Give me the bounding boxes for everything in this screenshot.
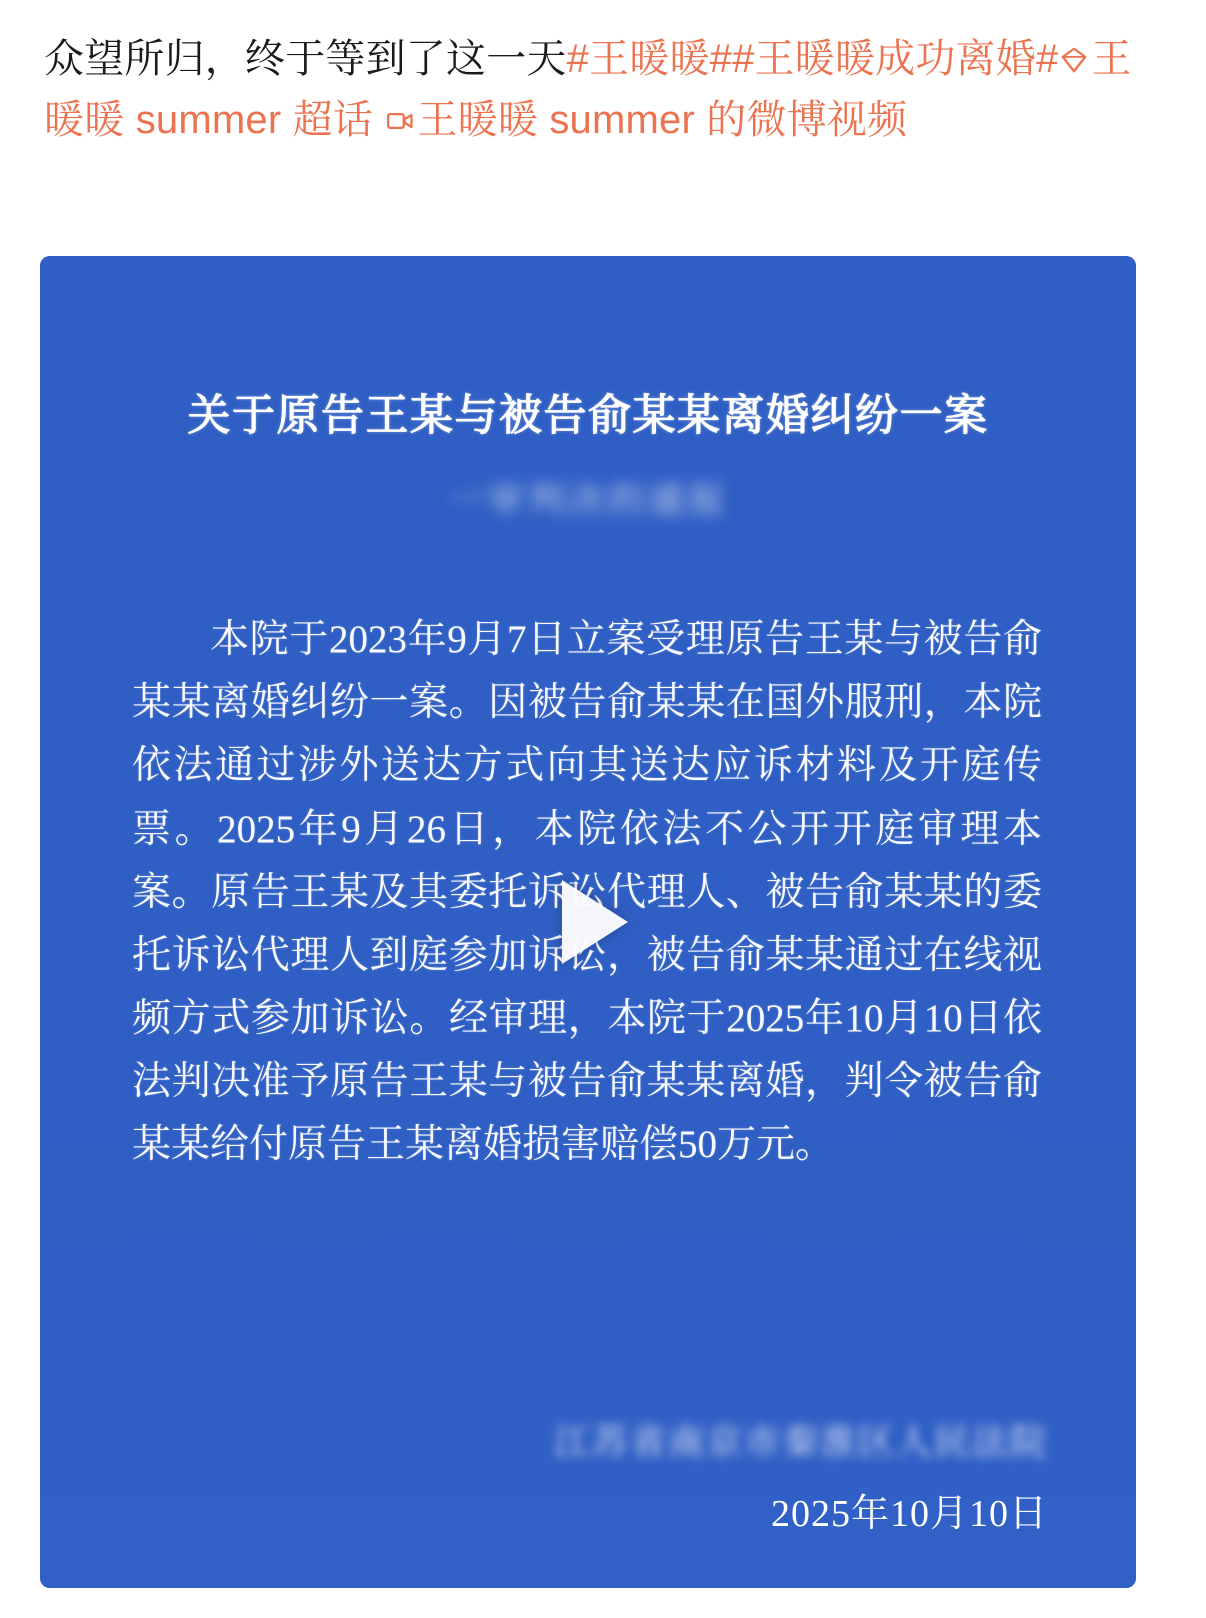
- notice-date: 2025年10月10日: [770, 1493, 1048, 1535]
- notice-body: 本院于2023年9月7日立案受理原告王某与被告俞某某离婚纠纷一案。因被告俞某某在国外服刑，本院依法通过涉外送达方式向其送达应诉材料及开庭传票。2025年9月26日，本院依法不公开开庭审理本案。原告王某及其委托诉讼代理人、被告俞某某的委托诉讼代理人到庭参加诉讼，被告俞某某通过在线视频方式参加诉讼。经审理，本院于2025年10月10日依法判决准予原告王某与被告俞某某离婚，判令被告俞某某给付原告王某离婚损害赔偿50万元。: [132, 618, 1042, 1167]
- notice-subtitle: 一审判决的通报: [447, 480, 728, 520]
- supertopic-label: 王暖暖 summer 超话: [44, 37, 1132, 143]
- play-icon: [562, 880, 628, 964]
- hashtag-wangnuannuan[interactable]: #王暖暖#: [566, 37, 733, 81]
- notice-court: 江苏省南京市秦淮区人民法院: [553, 1422, 1048, 1462]
- video-link-wangnuannuan-summer[interactable]: [384, 98, 907, 142]
- post-text: [0, 0, 1206, 153]
- video-camera-icon: [385, 94, 415, 152]
- post-text-plain: 众望所归，终于等到了这一天: [44, 37, 567, 81]
- notice-title: 关于原告王某与被告俞某某离婚纠纷一案: [187, 393, 989, 440]
- video-link-label: 王暖暖 summer 的微博视频: [417, 98, 908, 143]
- video-card[interactable]: [40, 256, 1136, 1588]
- hashtag-wangnuannuan-divorce[interactable]: #王暖暖成功离婚#: [732, 37, 1059, 81]
- play-button[interactable]: [528, 862, 648, 982]
- diamond-icon: [1059, 33, 1089, 91]
